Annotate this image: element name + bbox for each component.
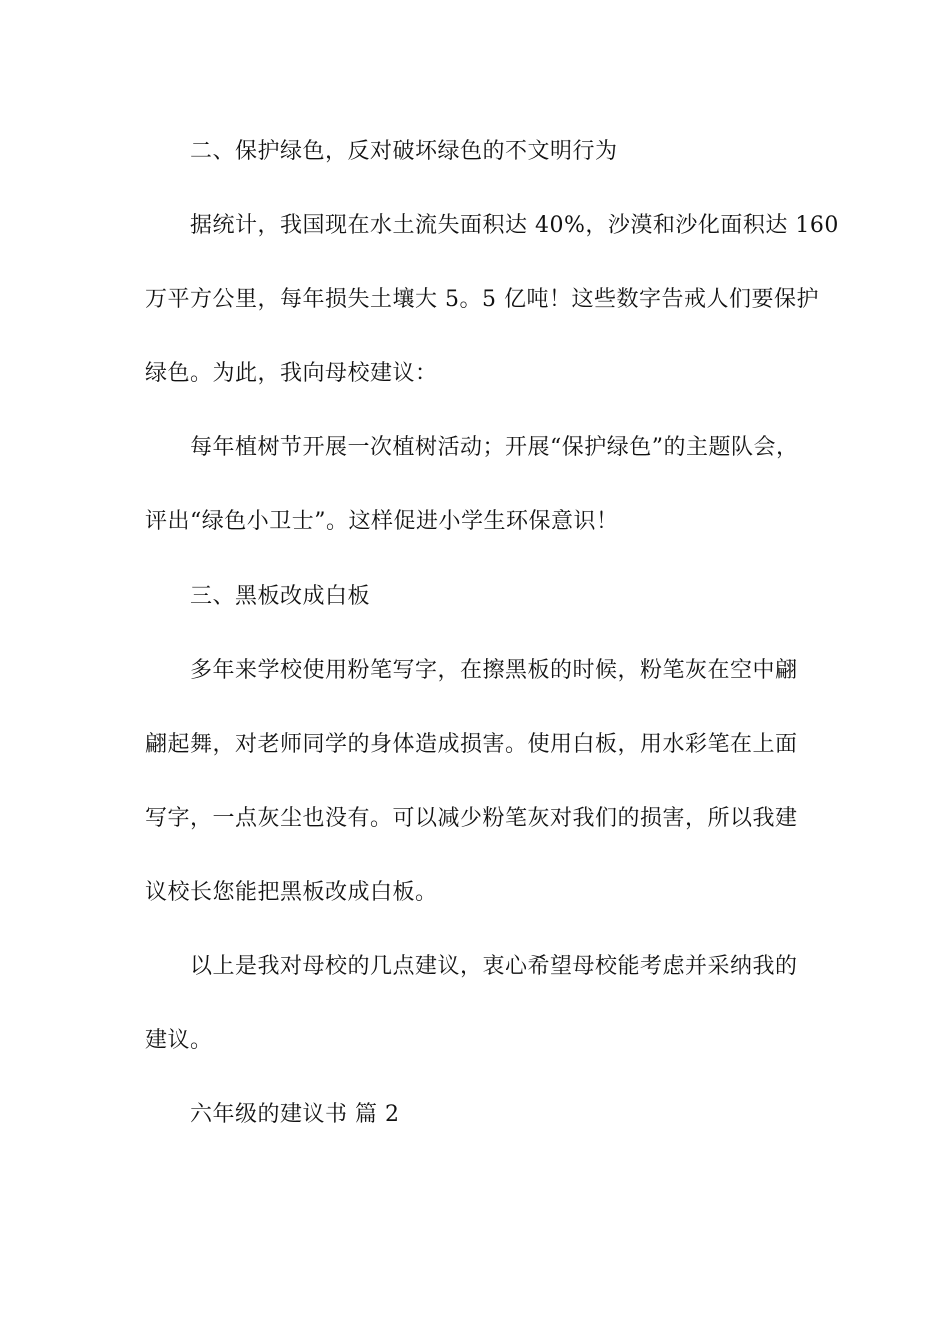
article-title-part-2: 六年级的建议书 篇 2 [190,1102,400,1127]
paragraph-line: 建议。 [145,1028,213,1053]
paragraph-line: 万平方公里，每年损失土壤大 5。5 亿吨！这些数字告戒人们要保护 [145,287,819,312]
paragraph-line: 翩起舞，对老师同学的身体造成损害。使用白板，用水彩笔在上面 [145,732,798,757]
paragraph-line: 据统计，我国现在水土流失面积达 40%，沙漠和沙化面积达 160 [190,213,839,238]
paragraph-line: 写字，一点灰尘也没有。可以减少粉笔灰对我们的损害，所以我建 [145,806,798,831]
paragraph-line: 议校长您能把黑板改成白板。 [145,880,438,905]
paragraph-line: 每年植树节开展一次植树活动；开展“保护绿色”的主题队会， [190,435,799,460]
paragraph-line: 以上是我对母校的几点建议，衷心希望母校能考虑并采纳我的 [190,954,798,979]
paragraph-line: 绿色。为此，我向母校建议： [145,361,438,386]
section-heading-whiteboard: 三、黑板改成白板 [190,584,371,609]
section-heading-protect-green: 二、保护绿色，反对破坏绿色的不文明行为 [190,139,618,164]
paragraph-line: 评出“绿色小卫士”。这样促进小学生环保意识！ [145,509,619,534]
paragraph-line: 多年来学校使用粉笔写字，在擦黑板的时候，粉笔灰在空中翩 [190,658,798,683]
